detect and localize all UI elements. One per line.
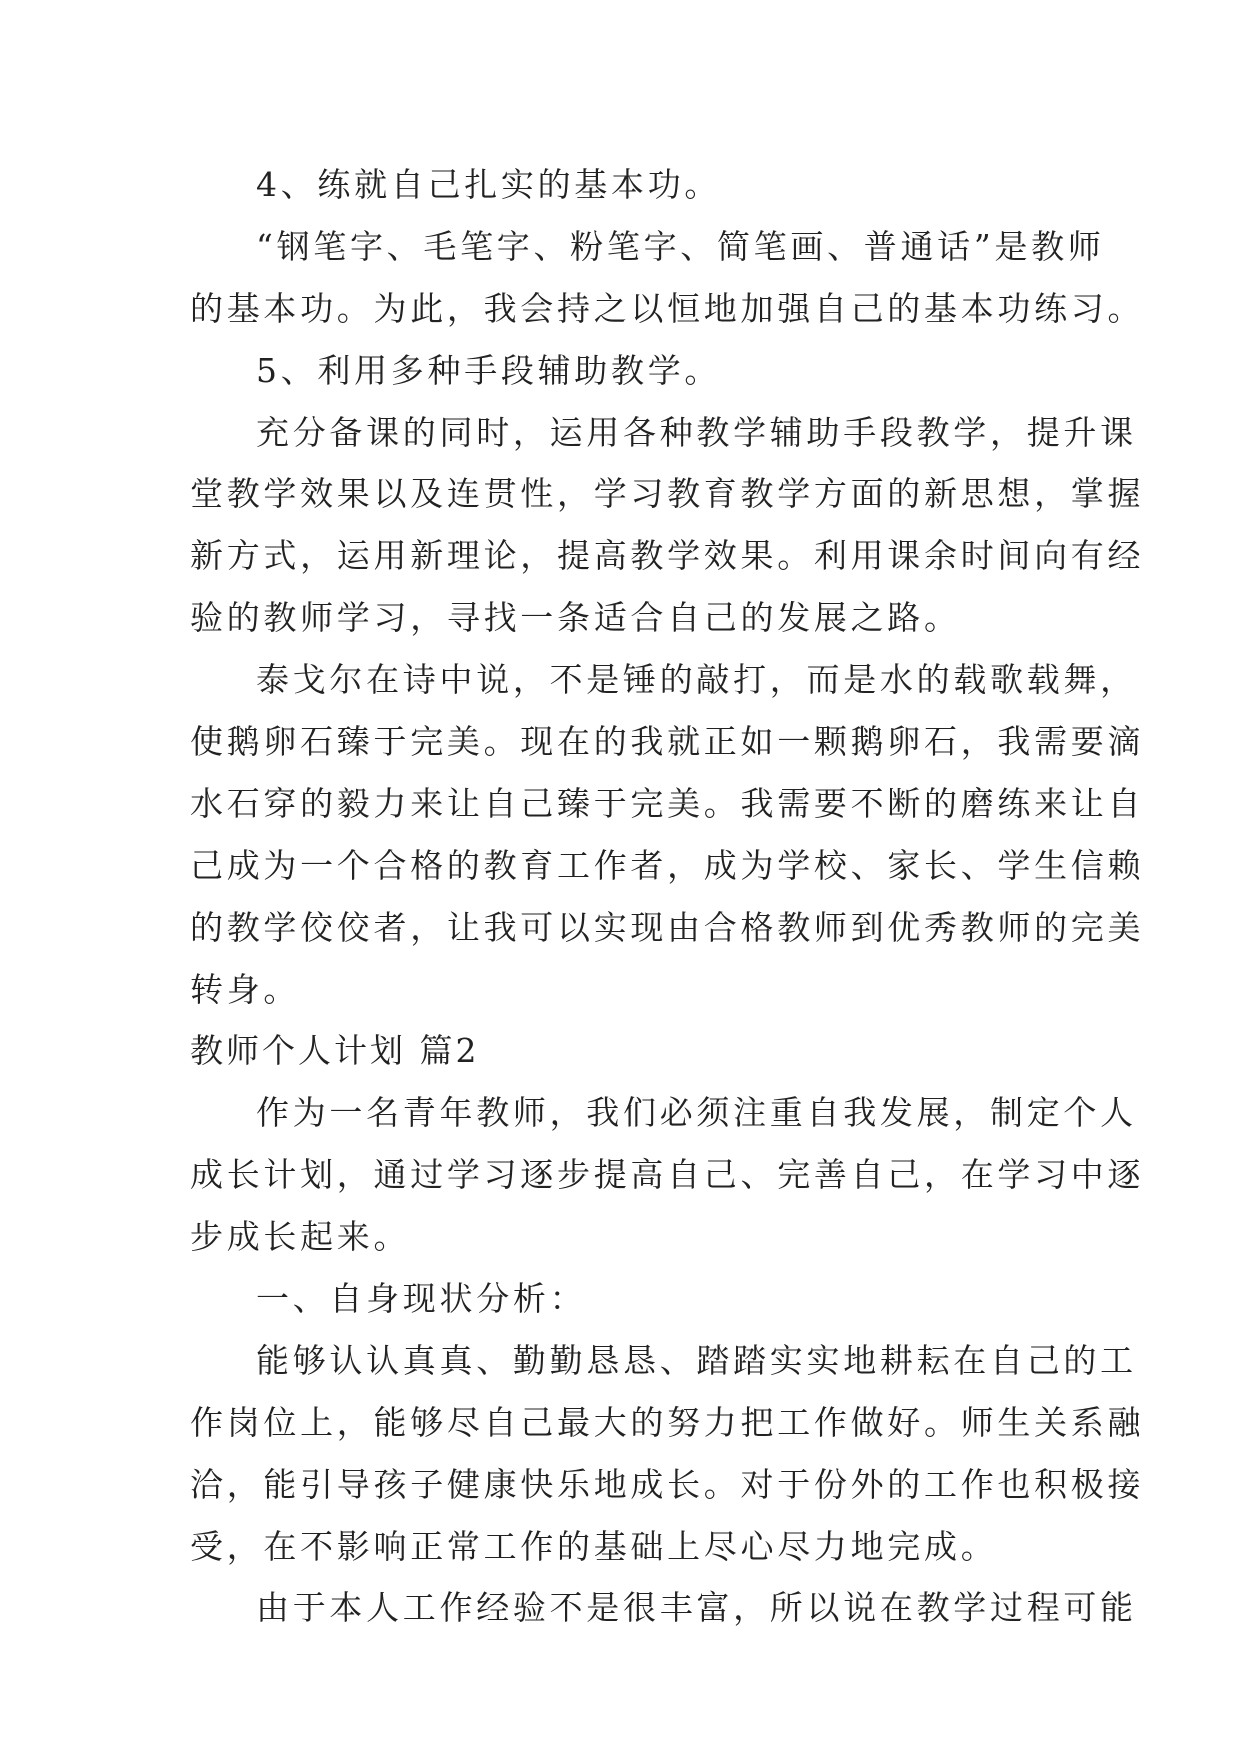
text-line: 能够认认真真、勤勤恳恳、踏踏实实地耕耘在自己的工 [256, 1340, 1137, 1380]
text-line: 己成为一个合格的教育工作者，成为学校、家长、学生信赖 [190, 845, 1145, 885]
text-line: 验的教师学习，寻找一条适合自己的发展之路。 [190, 598, 961, 638]
text-line: 的基本功。为此，我会持之以恒地加强自己的基本功练习。 [190, 288, 1145, 328]
text-line: 充分备课的同时，运用各种教学辅助手段教学，提升课 [256, 412, 1137, 452]
text-line: 作为一名青年教师，我们必须注重自我发展，制定个人 [256, 1093, 1137, 1133]
section-heading: 教师个人计划 篇2 [190, 1031, 480, 1071]
text-line: 受，在不影响正常工作的基础上尽心尽力地完成。 [190, 1526, 998, 1566]
text-line: 由于本人工作经验不是很丰富，所以说在教学过程可能 [256, 1588, 1137, 1628]
text-line: 泰戈尔在诗中说，不是锤的敲打，而是水的载歌载舞， [256, 660, 1137, 700]
text-line: 成长计划，通过学习逐步提高自己、完善自己，在学习中逐 [190, 1155, 1145, 1195]
text-line: 洽，能引导孩子健康快乐地成长。对于份外的工作也积极接 [190, 1464, 1145, 1504]
text-line: 使鹅卵石臻于完美。现在的我就正如一颗鹅卵石，我需要滴 [190, 722, 1145, 762]
text-line: 堂教学效果以及连贯性，学习教育教学方面的新思想，掌握 [190, 474, 1145, 514]
text-line: 一、自身现状分析： [256, 1279, 587, 1319]
text-line: 4、练就自己扎实的基本功。 [256, 165, 722, 204]
text-line: 作岗位上，能够尽自己最大的努力把工作做好。师生关系融 [190, 1402, 1145, 1442]
text-line: “钢笔字、毛笔字、粉笔字、简笔画、普通话”是教师 [256, 226, 1105, 266]
text-line: 水石穿的毅力来让自己臻于完美。我需要不断的磨练来让自 [190, 783, 1145, 823]
text-line: 步成长起来。 [190, 1217, 411, 1257]
text-line: 的教学佼佼者，让我可以实现由合格教师到优秀教师的完美 [190, 907, 1145, 947]
text-line: 5、利用多种手段辅助教学。 [256, 350, 722, 390]
text-line: 新方式，运用新理论，提高教学效果。利用课余时间向有经 [190, 536, 1145, 576]
text-line: 转身。 [190, 969, 301, 1009]
document-body [190, 154, 1145, 1639]
